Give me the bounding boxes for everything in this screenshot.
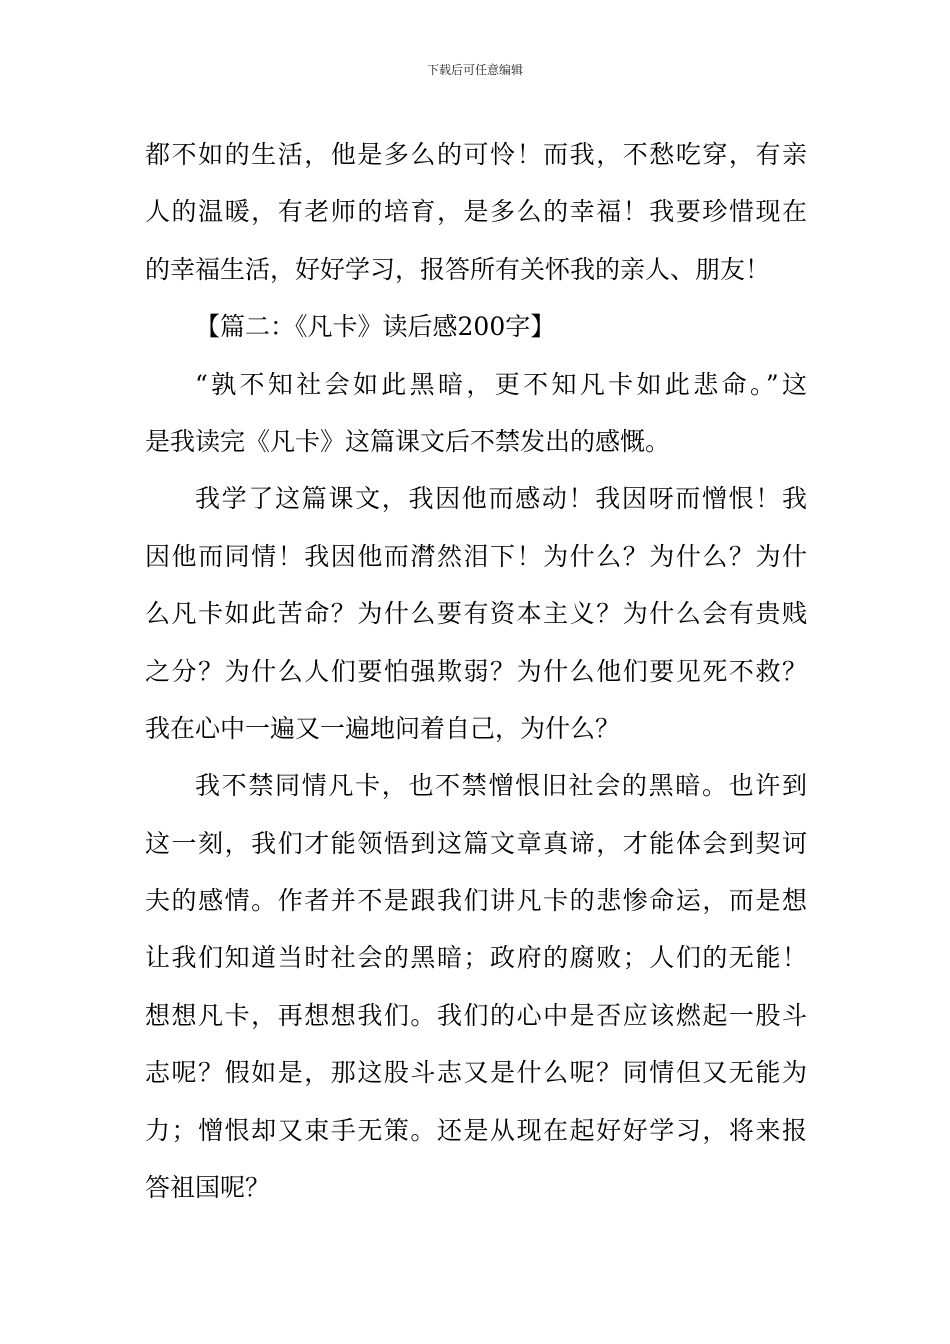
text-line: 的幸福生活，好好学习，报答所有关怀我的亲人、朋友！ <box>145 254 771 284</box>
text-line: 我在心中一遍又一遍地问着自己，为什么？ <box>145 713 621 743</box>
paragraph-reflection <box>145 757 807 1216</box>
text-line: 答祖国呢？ <box>145 1173 271 1203</box>
text-line: 之分？为什么人们要怕强欺弱？为什么他们要见死不救？ <box>145 656 807 686</box>
text-line: 因他而同情！我因他而潸然泪下！为什么？为什么？为什 <box>145 541 807 571</box>
paragraph-quote <box>145 356 807 471</box>
text-line: 志呢？假如是，那这股斗志又是什么呢？同情但又无能为 <box>145 1058 807 1088</box>
paragraph-questions <box>145 470 807 757</box>
paragraph-continuation <box>145 126 807 298</box>
text-line: 想想凡卡，再想想我们。我们的心中是否应该燃起一股斗 <box>145 1000 807 1030</box>
heading-text: 【篇二：《凡卡》读后感200字】 <box>195 312 556 342</box>
text-line: 力；憎恨却又束手无策。还是从现在起好好学习，将来报 <box>145 1115 807 1145</box>
text-line: 都不如的生活，他是多么的可怜！而我，不愁吃穿，有亲 <box>145 140 807 169</box>
text-line: “孰不知社会如此黑暗，更不知凡卡如此悲命。”这 <box>195 369 807 399</box>
page-header: 下载后可任意编辑 <box>426 63 523 77</box>
text-line: 么凡卡如此苦命？为什么要有资本主义？为什么会有贵贱 <box>145 599 807 629</box>
text-line: 这一刻，我们才能领悟到这篇文章真谛，才能体会到契诃 <box>145 828 807 858</box>
text-line: 是我读完《凡卡》这篇课文后不禁发出的感慨。 <box>145 426 671 456</box>
text-line: 我不禁同情凡卡，也不禁憎恨旧社会的黑暗。也许到 <box>195 771 807 801</box>
text-line: 让我们知道当时社会的黑暗；政府的腐败；人们的无能！ <box>145 943 807 973</box>
text-line: 我学了这篇课文，我因他而感动！我因呀而憎恨！我 <box>195 484 807 514</box>
text-line: 人的温暖，有老师的培育，是多么的幸福！我要珍惜现在 <box>145 197 807 227</box>
text-line: 夫的感情。作者并不是跟我们讲凡卡的悲惨命运，而是想 <box>145 886 807 916</box>
document-body <box>145 126 807 1216</box>
section-heading <box>145 298 807 355</box>
